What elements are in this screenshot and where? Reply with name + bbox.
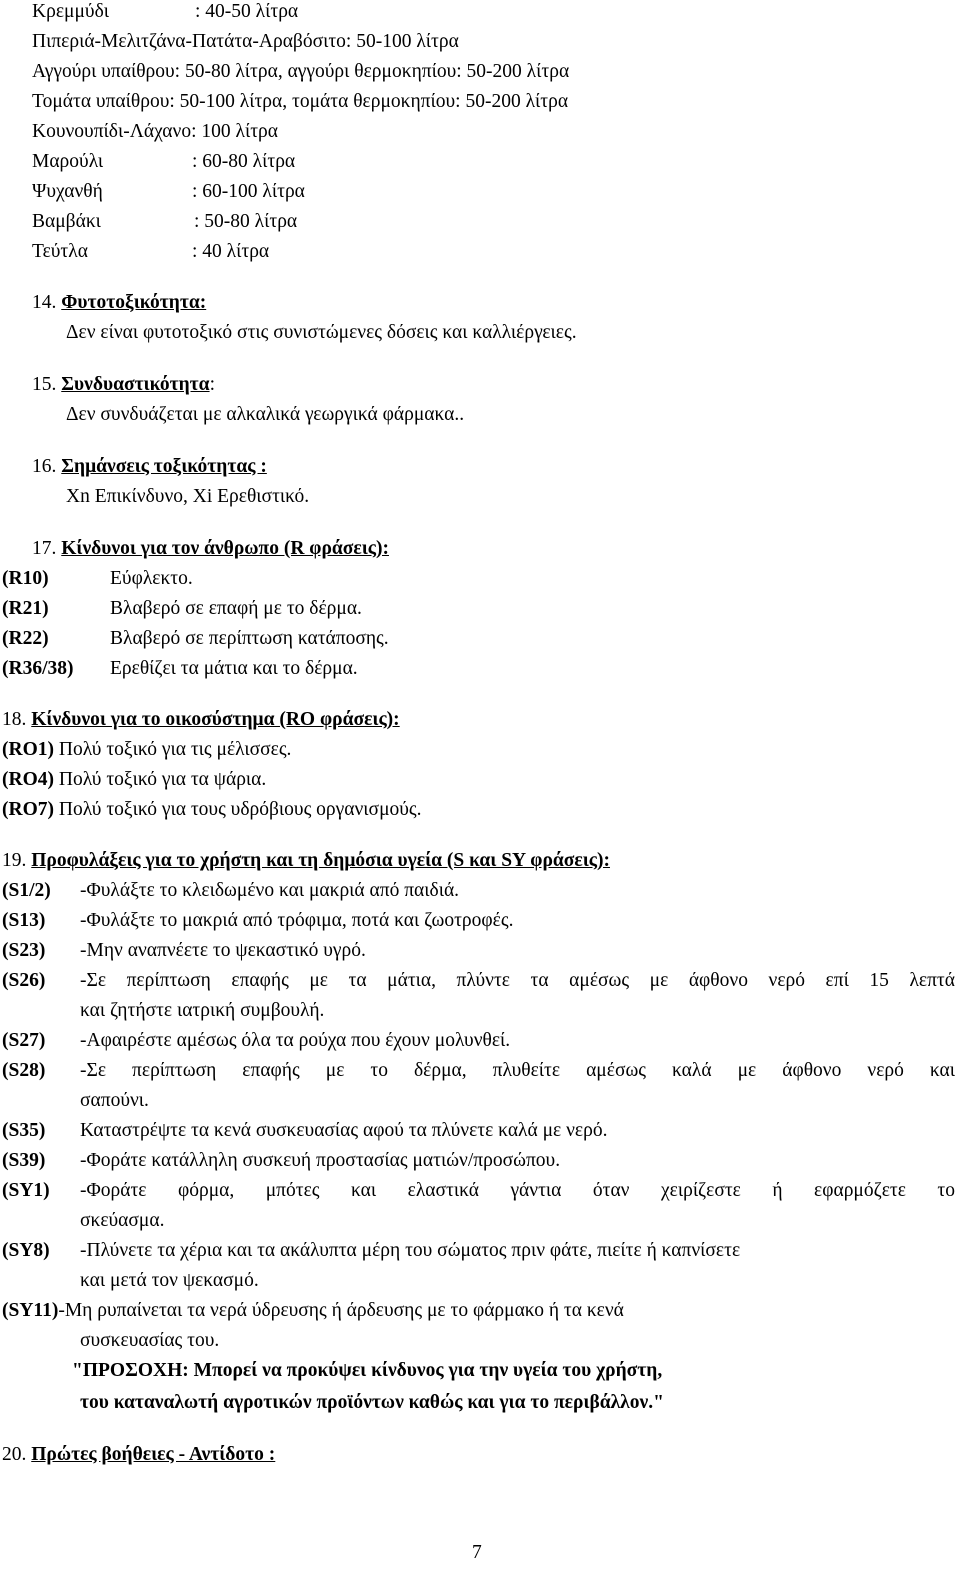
crop-line-legumes: Ψυχανθή : 60-100 λίτρα <box>32 181 305 202</box>
s-phrase: (S13) -Φυλάξτε το μακριά από τρόφιμα, ποτά και ζωοτροφές. <box>2 910 514 931</box>
page-number: 7 <box>472 1542 482 1563</box>
s-phrase: (S26) <box>2 970 46 991</box>
sy-phrase: (SY8) -Πλύνετε τα χέρια και τα ακάλυπτα μέρη του σώματος πριν φάτε, πιείτε ή καπνίσετε <box>2 1240 741 1261</box>
ro-phrase: (RO1) Πολύ τοξικό για τις μέλισσες. <box>2 739 292 760</box>
s-phrase-continuation: και ζητήστε ιατρική συμβουλή. <box>80 1000 325 1021</box>
crop-line-onion: Κρεμμύδι : 40-50 λίτρα <box>32 1 299 22</box>
s-phrase-text: -Σε περίπτωση επαφής με τα μάτια, πλύντε τα αμέσως με άφθονο νερό επί 15 λεπτά <box>80 970 955 991</box>
ro-phrase: (RO7) Πολύ τοξικό για τους υδρόβιους οργανισμούς. <box>2 799 422 820</box>
section-16-body: Xn Επικίνδυνο, Xi Ερεθιστικό. <box>66 486 310 507</box>
s-phrase: (S35) Καταστρέψτε τα κενά συσκευασίας αφού τα πλύνετε καλά με νερό. <box>2 1120 608 1141</box>
section-19-heading: 19. Προφυλάξεις για το χρήστη και τη δημόσια υγεία (S και SY φράσεις): <box>2 850 610 871</box>
crop-line-beet: Τεύτλα : 40 λίτρα <box>32 241 270 262</box>
s-phrase: (S23) -Μην αναπνέετε το ψεκαστικό υγρό. <box>2 940 366 961</box>
s-phrase: (S28) <box>2 1060 46 1081</box>
crop-line-cauliflower: Κουνουπίδι-Λάχανο: 100 λίτρα <box>32 121 278 142</box>
r-phrase: (R21) Βλαβερό σε επαφή με το δέρμα. <box>2 598 362 619</box>
sy-phrase: (SY11)-Μη ρυπαίνεται τα νερά ύδρευσης ή άρδευσης με το φάρμακο ή τα κενά <box>2 1300 624 1321</box>
warning-line-1: "ΠΡΟΣΟΧΗ: Μπορεί να προκύψει κίνδυνος για την υγεία του χρήστη, <box>72 1360 663 1381</box>
crop-line-tomato: Τομάτα υπαίθρου: 50-100 λίτρα, τομάτα θερμοκηπίου: 50-200 λίτρα <box>32 91 569 112</box>
section-16-heading: 16. Σημάνσεις τοξικότητας : <box>32 456 267 477</box>
crop-line-cucumber: Αγγούρι υπαίθρου: 50-80 λίτρα, αγγούρι θερμοκηπίου: 50-200 λίτρα <box>32 61 570 82</box>
section-14-heading: 14. Φυτοτοξικότητα: <box>32 292 207 313</box>
crop-line-lettuce: Μαρούλι : 60-80 λίτρα <box>32 151 296 172</box>
r-phrase: (R22) Βλαβερό σε περίπτωση κατάποσης. <box>2 628 389 649</box>
r-phrase: (R10) Εύφλεκτο. <box>2 568 193 589</box>
section-17-heading: 17. Κίνδυνοι για τον άνθρωπο (R φράσεις): <box>32 538 389 559</box>
s-phrase-continuation: σαπούνι. <box>80 1090 149 1111</box>
sy-phrase-text: -Φοράτε φόρμα, μπότες και ελαστικά γάντια όταν χειρίζεστε ή εφαρμόζετε το <box>80 1180 955 1201</box>
ro-phrase: (RO4) Πολύ τοξικό για τα ψάρια. <box>2 769 267 790</box>
section-20-heading: 20. Πρώτες βοήθειες - Αντίδοτο : <box>2 1444 276 1465</box>
sy-phrase-continuation: και μετά τον ψεκασμό. <box>80 1270 259 1291</box>
warning-line-2: του καταναλωτή αγροτικών προϊόντων καθώς και για το περιβάλλον." <box>80 1392 664 1413</box>
s-phrase-text: -Σε περίπτωση επαφής με το δέρμα, πλυθείτε αμέσως καλά με άφθονο νερό και <box>80 1060 955 1081</box>
crop-line-pepper: Πιπεριά-Μελιτζάνα-Πατάτα-Αραβόσιτο: 50-100 λίτρα <box>32 31 459 52</box>
sy-phrase-continuation: σκεύασμα. <box>80 1210 165 1231</box>
s-phrase: (S27) -Αφαιρέστε αμέσως όλα τα ρούχα που έχουν μολυνθεί. <box>2 1030 511 1051</box>
r-phrase: (R36/38) Ερεθίζει τα μάτια και το δέρμα. <box>2 658 358 679</box>
s-phrase: (S1/2) -Φυλάξτε το κλειδωμένο και μακριά από παιδιά. <box>2 880 460 901</box>
section-14-body: Δεν είναι φυτοτοξικό στις συνιστώμενες δόσεις και καλλιέργειες. <box>66 322 577 343</box>
section-15-body: Δεν συνδυάζεται με αλκαλικά γεωργικά φάρμακα.. <box>66 404 465 425</box>
section-18-heading: 18. Κίνδυνοι για το οικοσύστημα (RO φράσεις): <box>2 709 400 730</box>
section-15-heading: 15. Συνδυαστικότητα: <box>32 374 215 395</box>
sy-phrase-continuation: συσκευασίας του. <box>80 1330 220 1351</box>
sy-phrase: (SY1) <box>2 1180 50 1201</box>
s-phrase: (S39) -Φοράτε κατάλληλη συσκευή προστασίας ματιών/προσώπου. <box>2 1150 561 1171</box>
crop-line-cotton: Βαμβάκι : 50-80 λίτρα <box>32 211 298 232</box>
